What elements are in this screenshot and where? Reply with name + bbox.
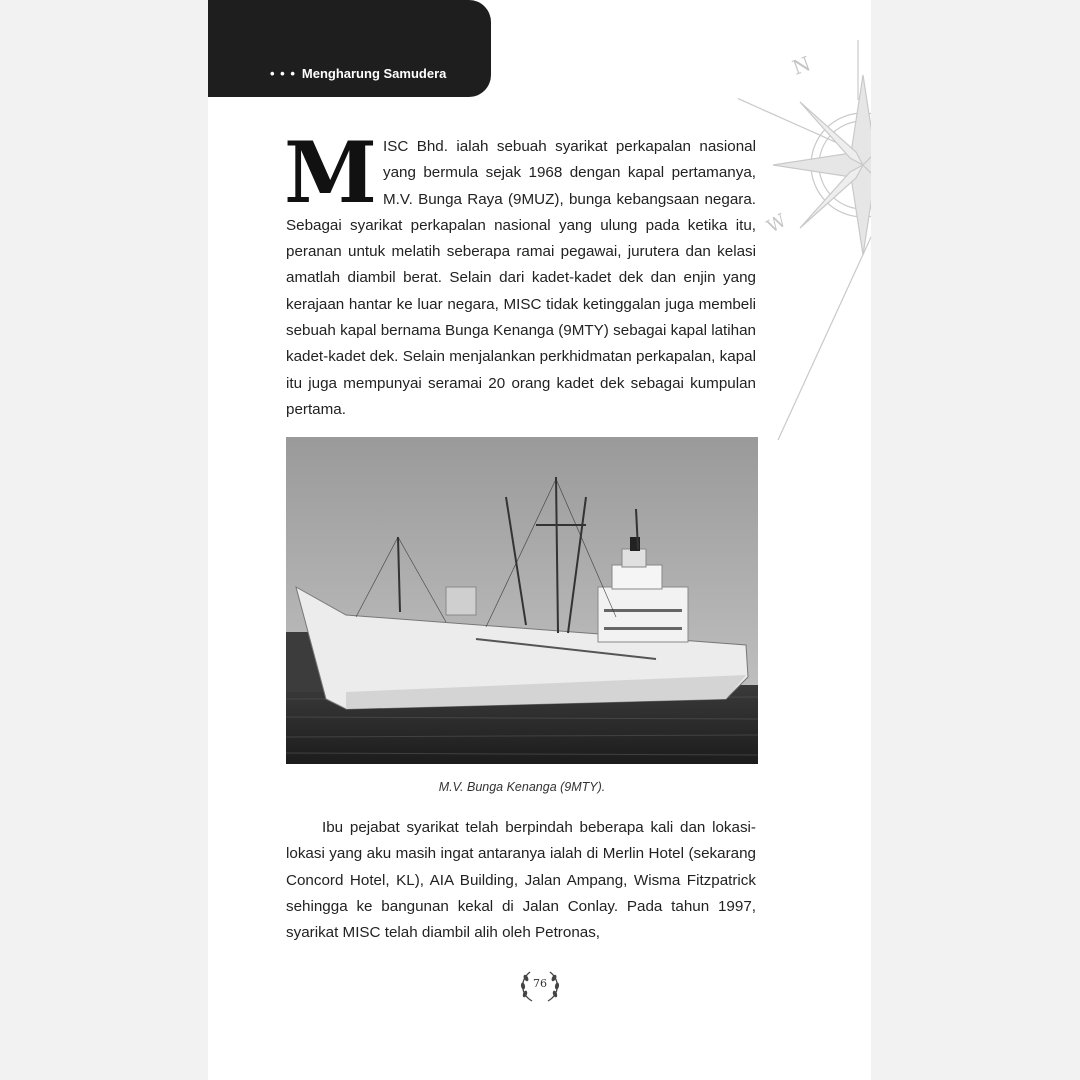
chapter-header-tab — [208, 0, 491, 97]
compass-letter-n: N — [789, 51, 814, 80]
chapter-title — [270, 66, 446, 81]
header-dots: • • • — [270, 66, 296, 81]
header-title-text: Mengharung Samudera — [301, 66, 447, 81]
compass-rose-watermark — [738, 40, 871, 460]
ship-illustration — [286, 437, 758, 764]
paragraph-1-text: ISC Bhd. ialah sebuah syarikat perkapalan nasional yang bermula sejak 1968 dengan kapal pertamanya, M.V. Bunga Raya (9MUZ), bunga kebangsaan negara. Sebagai syarikat perkapalan nasional yang ulung pada ketika itu, peranan untuk melatih seberapa ramai pegawai, jurutera dan kelasi amatlah diambil berat. Selain dari kadet-kadet dek dan enjin yang kerajaan hantar ke luar negara, MISC tidak ketinggalan juga membeli sebuah kapal bernama Bunga Kenanga (9MTY) sebagai kapal latihan kadet-kadet dek. Selain menjalankan perkhidmatan perkapalan, kapal itu juga mempunyai seramai 20 orang kadet dek sebagai kumpulan pertama. — [286, 138, 756, 418]
ship-photo — [286, 437, 758, 764]
paragraph-1 — [284, 123, 756, 423]
page-number-laurel — [518, 968, 562, 1004]
compass-letter-w: W — [763, 210, 791, 238]
page-number: 76 — [533, 977, 547, 990]
book-page — [208, 0, 871, 1080]
drop-cap: M — [284, 123, 377, 222]
photo-caption: M.V. Bunga Kenanga (9MTY). — [438, 780, 606, 794]
paragraph-2: Ibu pejabat syarikat telah berpindah beberapa kali dan lokasi-lokasi yang aku masih ingat antaranya ialah di Merlin Hotel (sekarang Concord Hotel, KL), AIA Building, Jalan Ampang, Wisma Fitzpatrick sehingga ke bangunan kekal di Jalan Conlay. Pada tahun 1997, syarikat MISC telah diambil alih oleh Petronas, — [286, 819, 756, 942]
